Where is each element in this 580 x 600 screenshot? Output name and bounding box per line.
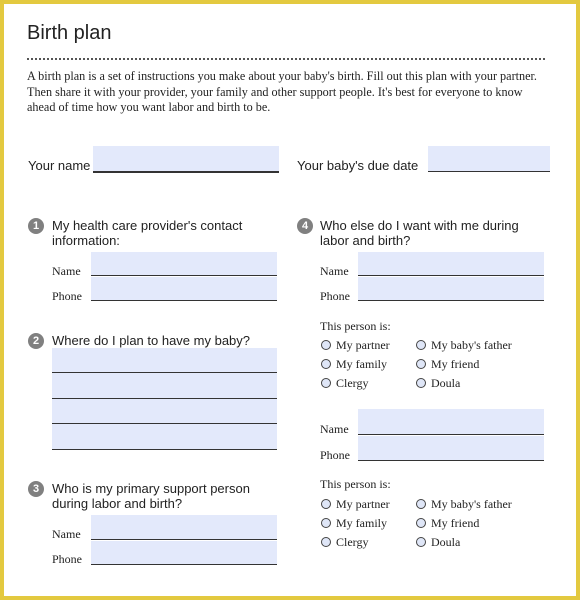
q4-person1-this-person-label: This person is: [320,319,391,333]
option-my-babys-father: My baby's father [431,338,512,352]
your-name-underline [93,172,279,173]
q4-person2-name-field[interactable] [358,409,544,435]
q1-name-label: Name [52,264,81,278]
question-2-text: Where do I plan to have my baby? [52,333,251,348]
radio-doula[interactable] [416,378,426,388]
question-2-number: 2 [28,333,44,349]
q1-phone-field[interactable] [91,277,277,301]
q4-person1-name-field[interactable] [358,252,544,276]
radio-clergy[interactable] [321,378,331,388]
radio-my-family-2[interactable] [321,518,331,528]
your-name-field[interactable] [93,146,279,172]
radio-my-partner-2[interactable] [321,499,331,509]
dotted-divider [27,58,545,60]
q3-phone-field[interactable] [91,541,277,565]
due-date-label: Your baby's due date [297,158,419,173]
option-clergy-2: Clergy [336,535,369,549]
q3-name-field[interactable] [91,515,277,540]
q4-person2-phone-label: Phone [320,448,350,462]
radio-doula-2[interactable] [416,537,426,547]
radio-my-babys-father[interactable] [416,340,426,350]
radio-my-babys-father-2[interactable] [416,499,426,509]
intro-paragraph: A birth plan is a set of instructions you make about your baby's birth. Fill out this plan with your partner. Then share it with your provider, your family and other support people. It's best for everyone to know ahead of time how you want labor and birth to be. [27,69,537,114]
question-3-text: Who is my primary support person during labor and birth? [52,481,250,511]
due-date-field[interactable] [428,146,550,172]
radio-clergy-2[interactable] [321,537,331,547]
option-my-friend: My friend [431,357,480,371]
radio-my-family[interactable] [321,359,331,369]
q4-person1-name-label: Name [320,264,349,278]
q2-answer-line [52,398,277,399]
question-1-number: 1 [28,218,44,234]
q4-person2-this-person-label: This person is: [320,477,391,491]
option-my-partner: My partner [336,338,390,352]
q1-name-field[interactable] [91,252,277,276]
question-4-number: 4 [297,218,313,234]
question-4-text: Who else do I want with me during labor and birth? [320,218,519,248]
question-3-number: 3 [28,481,44,497]
q3-phone-label: Phone [52,552,82,566]
your-name-label: Your name [28,158,91,173]
option-doula-2: Doula [431,535,461,549]
radio-my-partner[interactable] [321,340,331,350]
radio-my-friend[interactable] [416,359,426,369]
q3-name-label: Name [52,527,81,541]
q2-answer-line [52,423,277,424]
q1-phone-label: Phone [52,289,82,303]
q4-person2-name-label: Name [320,422,349,436]
q4-person2-phone-field[interactable] [358,436,544,461]
q2-answer-line [52,372,277,373]
q4-person1-phone-label: Phone [320,289,350,303]
option-my-partner-2: My partner [336,497,390,511]
option-my-babys-father-2: My baby's father [431,497,512,511]
question-1-text: My health care provider's contact information: [52,218,243,248]
q4-person1-phone-field[interactable] [358,277,544,301]
option-clergy: Clergy [336,376,369,390]
option-doula: Doula [431,376,461,390]
radio-my-friend-2[interactable] [416,518,426,528]
q2-answer-field[interactable] [52,348,277,450]
page-title: Birth plan [27,22,112,44]
q2-answer-line [52,449,277,450]
option-my-family: My family [336,357,387,371]
option-my-friend-2: My friend [431,516,480,530]
option-my-family-2: My family [336,516,387,530]
